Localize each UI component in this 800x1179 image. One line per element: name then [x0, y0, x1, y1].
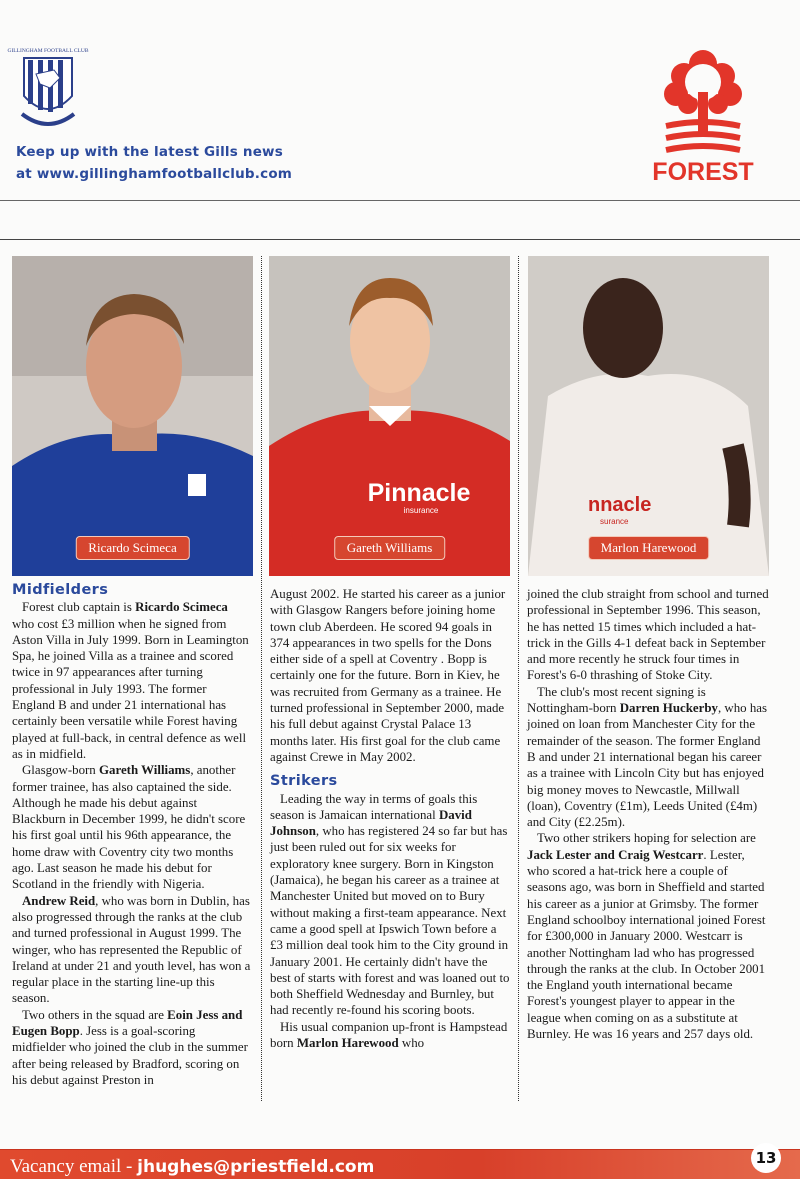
player-name-tag: Gareth Williams — [334, 536, 446, 560]
column-strikers — [270, 580, 510, 1051]
paragraph: August 2002. He started his career as a junior with Glasgow Rangers before joining home town club Aberdeen. He scored 94 goals in 374 appearances in two spells for the Dons either side of a spell at Coventry . Bopp is certainly one for the future. Born in Kiev, he was recruited from Germany as a trainee. He turned professional in September 2000, made his full debut against Crystal Palace 13 months later. His first goal for the club came against Crewe in May 2002. — [270, 587, 506, 764]
player-name: Andrew Reid — [22, 893, 96, 908]
forest-tree-logo — [648, 42, 758, 192]
shirt-sponsor-text: Pinnacle — [367, 479, 471, 507]
vacancy-email — [10, 1156, 374, 1178]
column-strikers-cont — [527, 580, 769, 1042]
shirt-sponsor-text: nnacle — [588, 494, 652, 516]
column-divider — [261, 256, 262, 1101]
header-rule — [0, 200, 800, 201]
tagline-line-2: at www.gillinghamfootballclub.com — [16, 166, 293, 182]
player-name-tag: Ricardo Scimeca — [75, 536, 189, 560]
page-number: 13 — [751, 1143, 781, 1173]
paragraph: Two other strikers hoping for selection are Jack Lester and Craig Westcarr. Lester, who scored a hat-trick here a couple of seasons ago, was born in Sheffield and started his career as a junior at Grimsby. The former England schoolboy international joined Forest for £300,000 in January 2000. Westcarr is another Nottingham lad who has progressed through the ranks at the club. In October 2001 the England youth international became Forest's youngest player to appear in the league when coming on as a substitute at Burnley. He was 16 years and 257 days old. — [527, 831, 766, 1042]
photo-marlon-harewood — [528, 256, 769, 576]
player-name-tag: Marlon Harewood — [588, 536, 710, 560]
player-name: Ricardo Scimeca — [135, 600, 228, 615]
shirt-sponsor-subtext: surance — [600, 517, 629, 526]
paragraph: joined the club straight from school and turned professional in September 1996. This season, he has netted 15 times which included a hat-trick in the Gills 4-1 defeat back in September and more recently he struck four times in Forest's 6-0 thrashing of Stoke City. — [527, 587, 769, 683]
paragraph: Forest club captain is Ricardo Scimeca who cost £3 million when he signed from Aston Villa in July 1999. Born in Leamington Spa, he joined Villa as a trainee and scored twice in 97 appearances after turning professional in July 1993. The former England B and under 21 international has certainly been versatile while Forest having played at full-back, in central defence as well as in midfield. — [12, 600, 249, 761]
player-name: Darren Huckerby — [619, 701, 718, 716]
vacancy-label: Vacancy email - — [10, 1156, 138, 1177]
player-name: Eoin Jess and Eugen Bopp — [12, 1007, 243, 1039]
column-divider — [518, 256, 519, 1101]
forest-logo-text: FOREST — [652, 158, 754, 186]
vacancy-email-link[interactable]: jhughes@priestfield.com — [137, 1157, 375, 1177]
player-name: Jack Lester and Craig Westcarr — [527, 847, 704, 862]
paragraph: The club's most recent signing is Nottingham-born Darren Huckerby, who has joined on loan from Manchester City for the remainder of the season. The former England B and under 21 international began his career as a trainee with Lincoln City but has enjoyed big money moves to Newcastle, Millwall (loan), Coventry (£1m), Leeds United (£4m) and City (£2.25m). — [527, 684, 768, 830]
gillingham-crest-logo — [7, 44, 89, 134]
tagline-line-1: Keep up with the latest Gills news — [16, 144, 283, 160]
column-midfielders — [12, 580, 252, 1088]
section-heading-strikers: Strikers — [270, 773, 338, 790]
website-tagline — [16, 141, 292, 185]
player-name: David Johnson — [270, 807, 472, 839]
paragraph: Andrew Reid, who was born in Dublin, has also progressed through the ranks at the club and turned professional in August 1999. The winger, who has represented the Republic of Ireland at under 21 and youth level, has won a regular place in the starting line-up this season. — [12, 893, 251, 1006]
paragraph: Two others in the squad are Eoin Jess and Eugen Bopp. Jess is a goal-scoring midfielder who joined the club in the summer after being released by Bradford, scoring on his debut against Preston in — [12, 1007, 248, 1087]
paragraph: His usual companion up-front is Hampstead born Marlon Harewood who — [270, 1019, 508, 1051]
shirt-sponsor-subtext: insurance — [403, 506, 439, 515]
crest-text: GILLINGHAM FOOTBALL CLUB — [7, 48, 89, 54]
section-rule — [0, 239, 800, 240]
player-name: Marlon Harewood — [296, 1036, 399, 1051]
paragraph: Leading the way in terms of goals this season is Jamaican international David Johnson, who has registered 24 so far but has just been ruled out for six weeks for exploratory knee surgery. Born in Kingston (Jamaica), he began his career as a trainee at Manchester United but moved on to Bury without making a first-team appearance. Next came a good spell at Ipswich Town before a £3 million deal took him to the City ground in January 2001. He certainly didn't have the best of starts with forest and was loaned out to both Sheffield Wednesday and Burnley, but had recently re-found his scoring boots. — [270, 791, 510, 1018]
paragraph: Glasgow-born Gareth Williams, another former trainee, has also captained the side. Although he made his debut against Blackburn in December 1999, he didn't score his first goal until his 96th appearance, the home draw with Coventry city two months ago. Last season he made his debut for Scotland in the friendly with Nigeria. — [12, 763, 246, 892]
photo-ricardo-scimeca — [12, 256, 253, 576]
section-heading-midfielders: Midfielders — [12, 582, 109, 598]
player-name: Gareth Williams — [98, 763, 191, 778]
photo-gareth-williams — [269, 256, 510, 576]
